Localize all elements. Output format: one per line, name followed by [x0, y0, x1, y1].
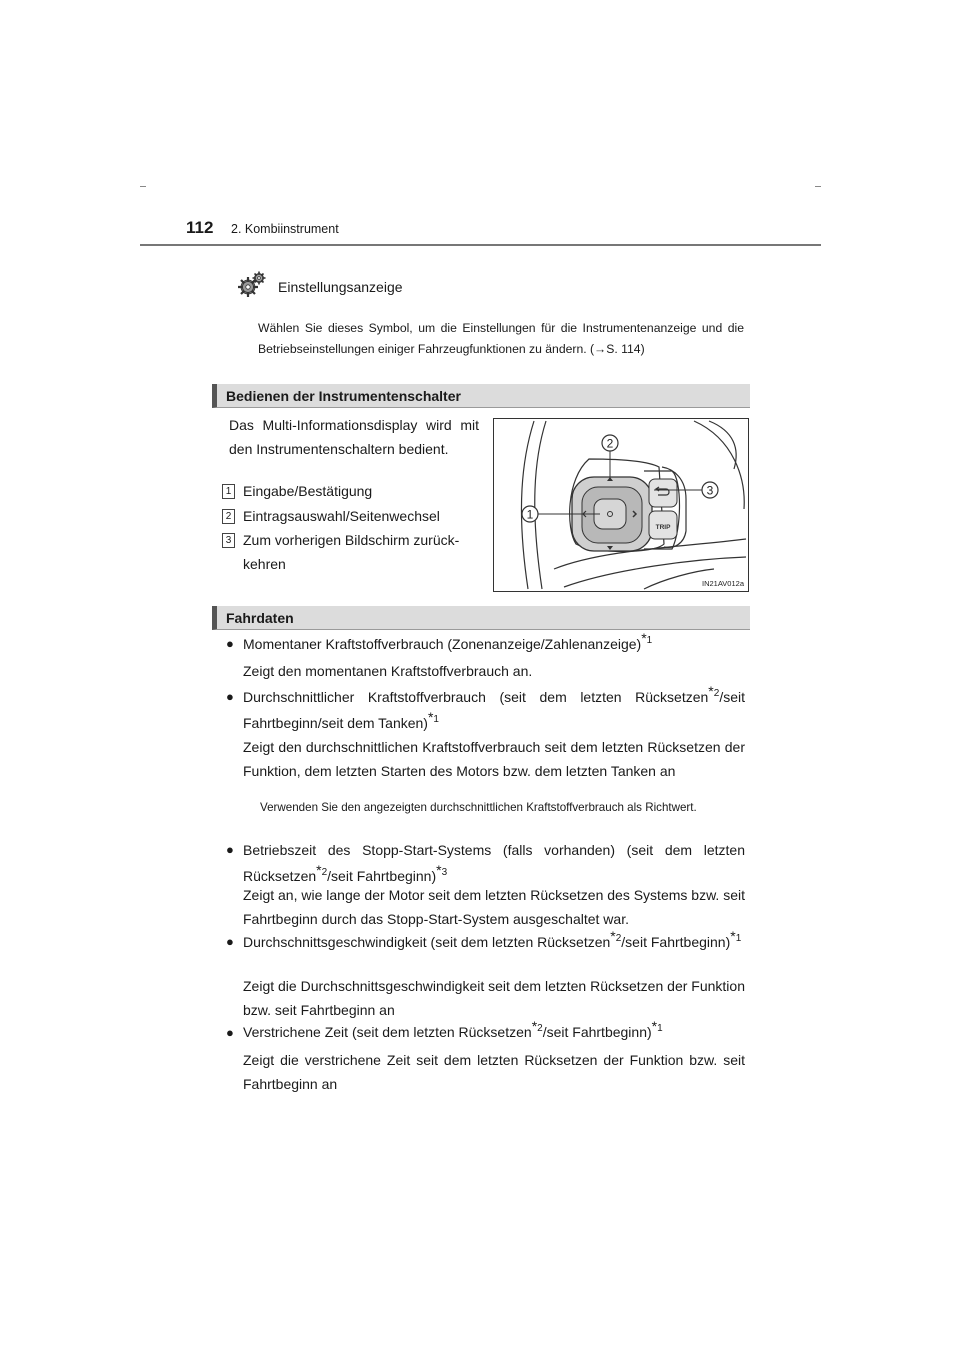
settings-description: Wählen Sie dieses Symbol, um die Einstellungen für die Instrumentenanzeige und die Betriebseinstellungen einiger Fahrzeugfunktionen zu ändern. (→S. 114)	[258, 321, 744, 356]
footnote-number: 1	[646, 635, 653, 647]
steering-switch-illustration	[494, 419, 748, 591]
trip-item-3-desc: Zeigt an, wie lange der Motor seit dem letzten Rücksetzen des Systems bzw. seit Fahrtbeginn durch das Stopp-Start-System ausgeschaltet war.	[243, 887, 745, 927]
trip-item-title-text: Momentaner Kraftstoffverbrauch (Zonenanzeige/Zahlenanzeige)	[243, 636, 642, 652]
crop-mark	[140, 186, 146, 187]
footnote-star: *	[651, 1018, 658, 1035]
bullet-icon: ●	[226, 842, 234, 857]
bullet-icon: ●	[226, 1025, 234, 1040]
footnote-number: 3	[441, 867, 448, 879]
footnote-number: 1	[433, 714, 439, 726]
trip-item-title-text: Verstrichene Zeit (seit dem letzten Rücksetzen	[243, 1024, 532, 1040]
footnote-star: *	[610, 928, 616, 945]
trip-item-title-text: Durchschnittlicher Kraftstoffverbrauch (seit dem letzten Rücksetzen	[243, 689, 709, 705]
callout-3: 3	[706, 483, 714, 498]
trip-item-5-desc: Zeigt die verstrichene Zeit seit dem letzten Rücksetzen der Funktion bzw. seit Fahrtbeginn an	[243, 1052, 745, 1092]
footnote-number: 1	[735, 933, 742, 945]
footnote-star: *	[531, 1018, 538, 1035]
trip-item-title-text: Betriebszeit des Stopp-Start-Systems (falls vorhanden) (seit dem letzten Rücksetzen	[243, 842, 745, 884]
footnote-star: *	[708, 683, 714, 700]
trip-item-1-desc: Zeigt den momentanen Kraftstoffverbrauch an.	[243, 663, 533, 679]
bullet-icon: ●	[226, 689, 234, 704]
steering-switch-figure	[493, 418, 749, 592]
item-number-3: 3	[222, 533, 235, 548]
trip-item-4-desc: Zeigt die Durchschnittsgeschwindigkeit seit dem letzten Rücksetzen der Funktion bzw. seit Fahrtbeginn an	[243, 978, 745, 1018]
footnote-star: *	[641, 630, 647, 647]
page-number: 112	[186, 218, 214, 237]
settings-title: Einstellungsanzeige	[278, 279, 403, 295]
header-rule	[140, 244, 821, 246]
bullet-icon: ●	[226, 934, 234, 949]
switches-intro: Das Multi-Informationsdisplay wird mit den Instrumentenschaltern bedient.	[229, 417, 479, 457]
trip-item-title-text: Durchschnittsgeschwindigkeit (seit dem letzten Rücksetzen	[243, 934, 611, 950]
trip-item-2-note: Verwenden Sie den angezeigten durchschnittlichen Kraftstoffverbrauch als Richtwert.	[260, 801, 697, 814]
trip-item-2-desc: Zeigt den durchschnittlichen Kraftstoffverbrauch seit dem letzten Rücksetzen der Funktion, dem letzten Starten des Motors bzw. dem letzten Tanken an	[243, 739, 745, 779]
figure-code: IN21AV012a	[702, 579, 744, 588]
trip-item-2-title	[243, 684, 745, 736]
section-heading-text: Bedienen der Instrumentenschalter	[226, 388, 461, 404]
chapter-title: 2. Kombiinstrument	[231, 222, 339, 236]
item-number-2: 2	[222, 509, 235, 524]
section-heading-switches	[212, 384, 750, 408]
section-heading-trip	[212, 606, 750, 630]
bullet-icon: ●	[226, 636, 234, 651]
item-label-1: Eingabe/Bestätigung	[243, 483, 373, 499]
item-label-3: Zum vorherigen Bildschirm zurückkehren	[243, 532, 460, 572]
trip-item-title-text: /seit Fahrtbeginn/seit dem Tanken)	[243, 689, 745, 731]
trip-item-1-title	[243, 632, 745, 656]
footnote-star: *	[316, 862, 322, 879]
trip-item-title-text: /seit Fahrtbeginn)	[327, 868, 437, 884]
footnote-number: 2	[615, 933, 622, 945]
item-number-1: 1	[222, 484, 235, 499]
crop-mark	[815, 186, 821, 187]
footnote-number: 2	[321, 867, 328, 879]
item-label-2: Eintragsauswahl/Seitenwechsel	[243, 508, 440, 524]
footnote-star: *	[436, 862, 442, 879]
trip-item-3-title	[243, 837, 745, 889]
footnote-star: *	[427, 709, 434, 726]
section-heading-text: Fahrdaten	[226, 610, 294, 626]
footnote-number: 1	[657, 1023, 663, 1035]
callout-2: 2	[606, 436, 614, 451]
trip-item-title-text: /seit Fahrtbeginn)	[542, 1024, 652, 1040]
footnote-number: 2	[537, 1023, 543, 1035]
footnote-number: 2	[713, 688, 720, 700]
trip-button-label: TRIP	[655, 524, 671, 531]
callout-1: 1	[526, 507, 534, 522]
trip-item-5-title	[243, 1020, 745, 1044]
gears-icon	[238, 271, 266, 297]
trip-item-4-title	[243, 929, 745, 955]
trip-item-title-text: /seit Fahrtbeginn)	[621, 934, 731, 950]
footnote-star: *	[730, 928, 736, 945]
